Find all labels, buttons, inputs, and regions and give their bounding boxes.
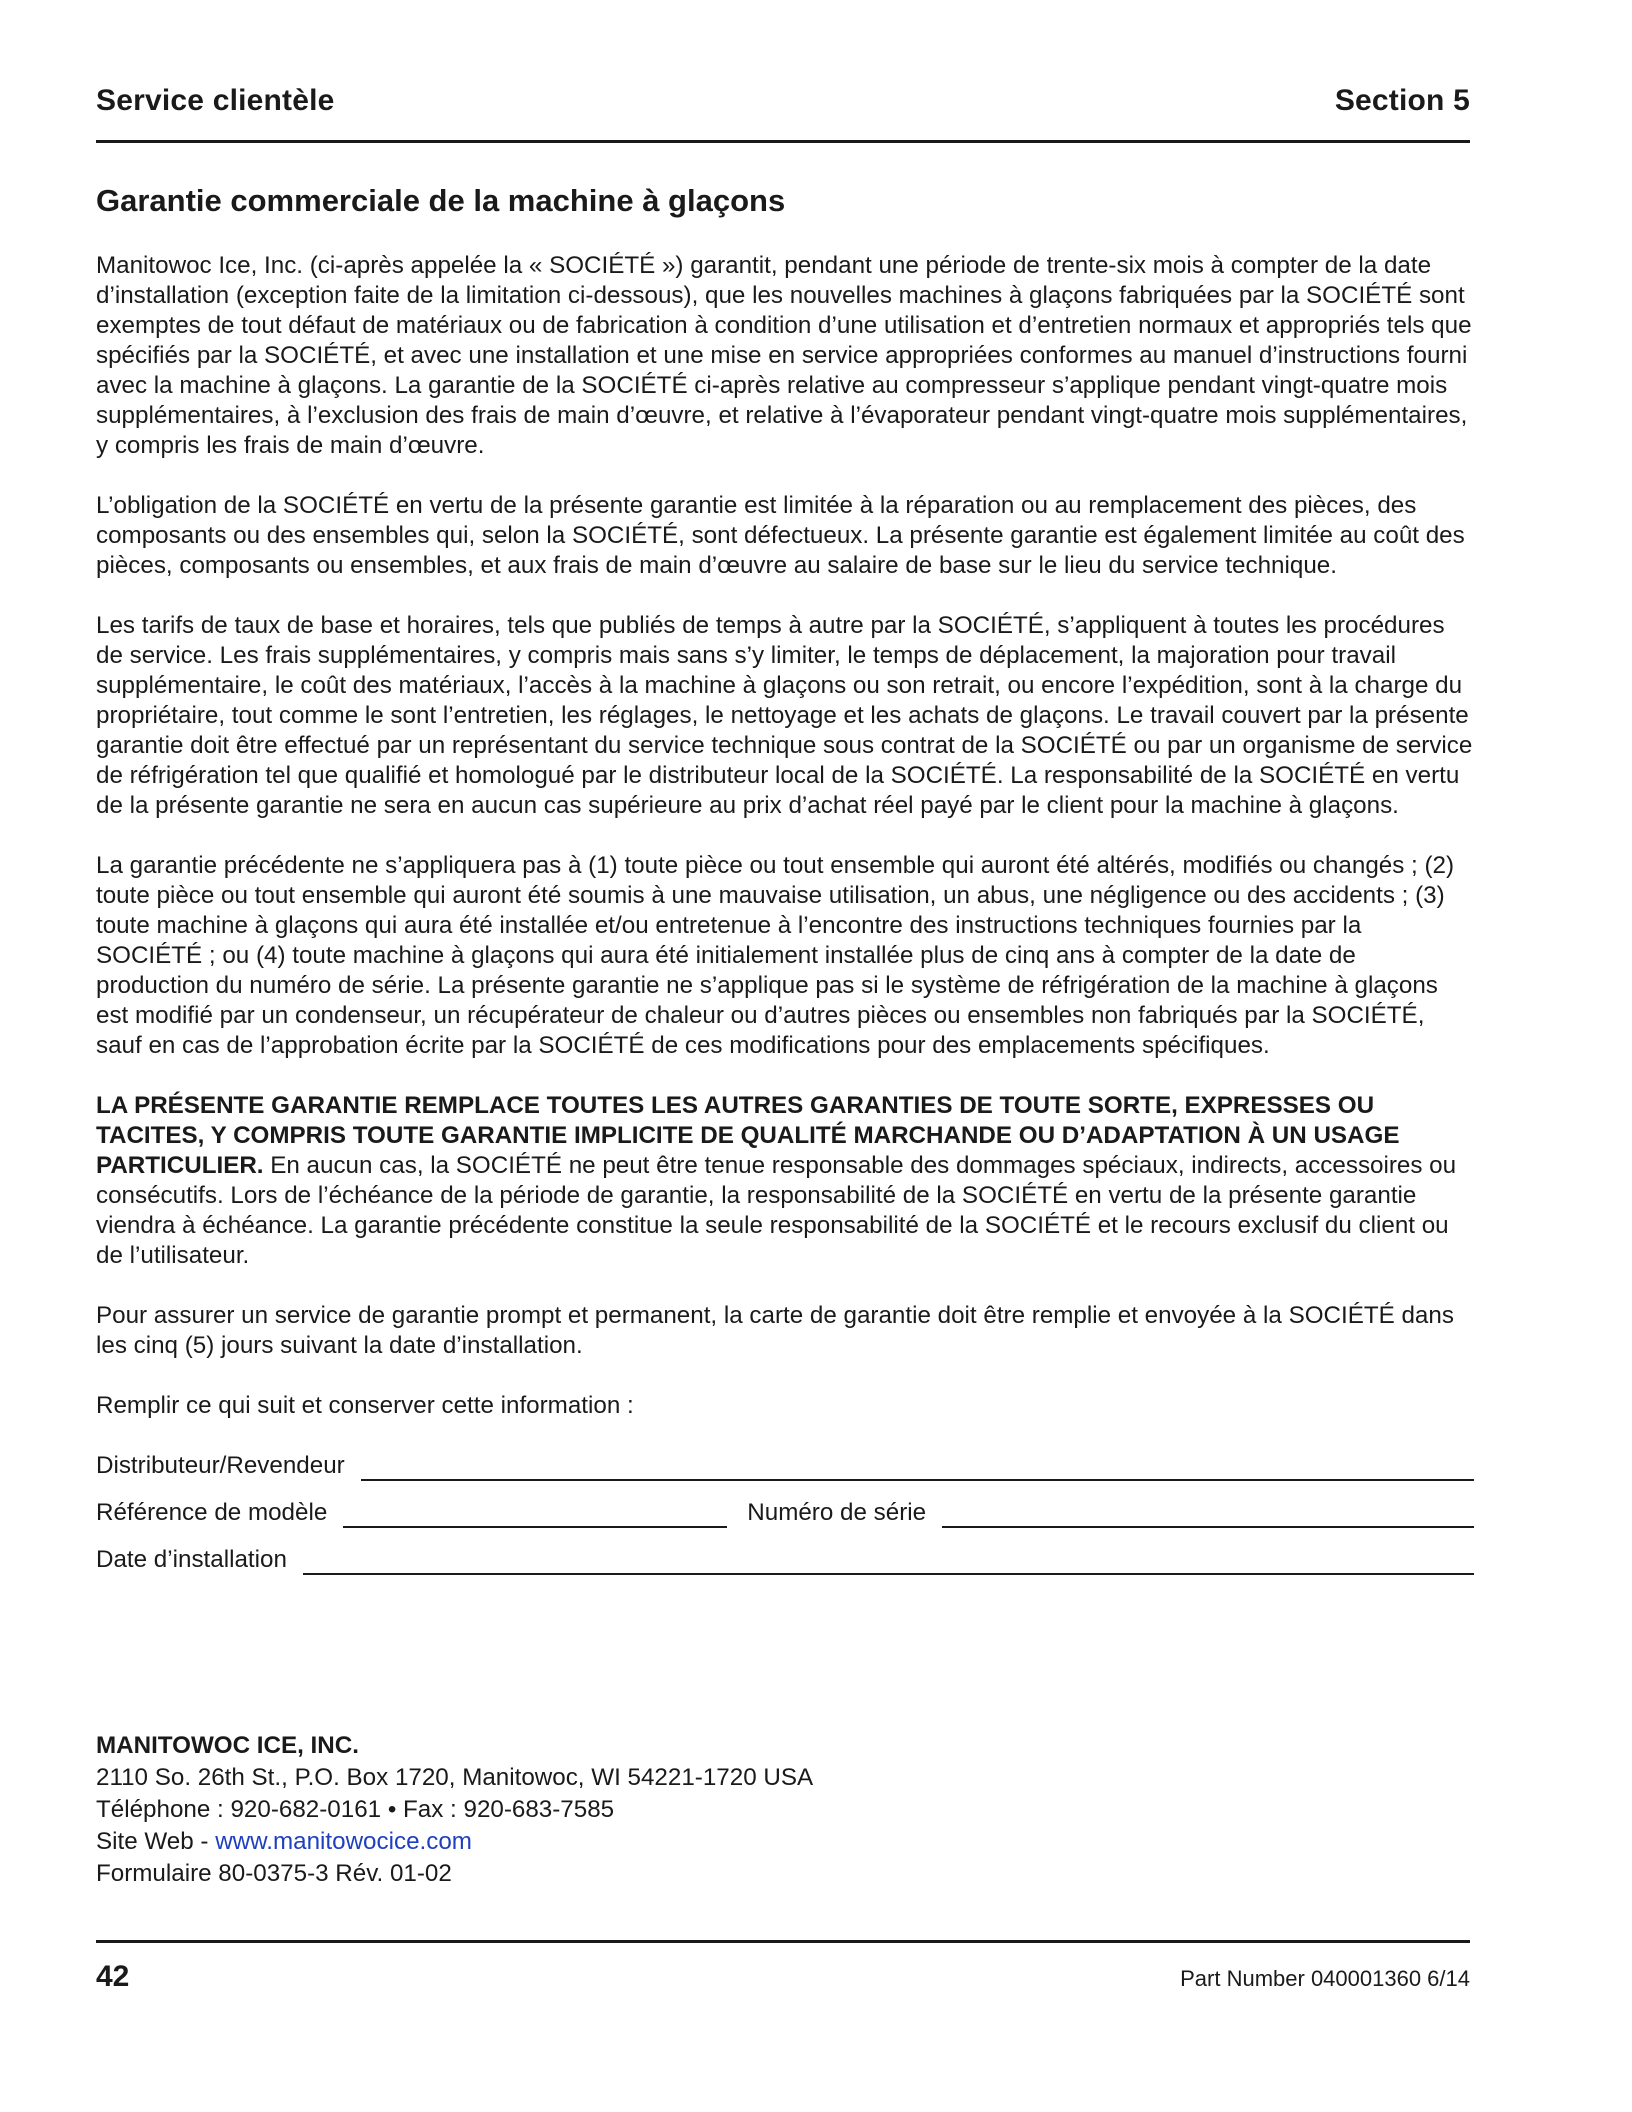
warranty-paragraph-3: Les tarifs de taux de base et horaires, tels que publiés de temps à autre par la SOCIÉTÉ, s’appliquent à toutes les procédures de service. Les frais supplémentaires, y compris mais sans s’y limiter, le temps de déplacement, la majoration pour travail supplémentaire, le coût des matériaux, l’accès à la machine à glaçons ou son retrait, ou encore l’expédition, sont à la charge du propriétaire, tout comme le sont l’entretien, les réglages, le nettoyage et les achats de glaçons. Le travail couvert par la présente garantie doit être effectué par un représentant du service technique sous contrat de la SOCIÉTÉ ou par un organisme de service de réfrigération tel que qualifié et homologué par le distributeur local de la SOCIÉTÉ. La responsabilité de la SOCIÉTÉ en vertu de la présente garantie ne sera en aucun cas supérieure au prix d’achat réel payé par le client pour la machine à glaçons. <box>96 612 1473 819</box>
distributor-row <box>96 1451 1474 1481</box>
distributor-label: Distributeur/Revendeur <box>96 1452 345 1479</box>
form-number: Formulaire 80-0375-3 Rév. 01-02 <box>96 1860 452 1887</box>
model-label: Référence de modèle <box>96 1499 328 1526</box>
serial-field[interactable] <box>942 1504 1474 1528</box>
company-name: MANITOWOC ICE, INC. <box>96 1732 359 1759</box>
header-divider <box>96 140 1470 143</box>
page-footer <box>96 1960 1470 1994</box>
company-info <box>96 1730 813 1890</box>
form-intro: Remplir ce qui suit et conserver cette information : <box>96 1392 634 1419</box>
website-link[interactable]: www.manitowocice.com <box>215 1828 472 1855</box>
warranty-paragraph-1: Manitowoc Ice, Inc. (ci-après appelée la « SOCIÉTÉ ») garantit, pendant une période de trente-six mois à compter de la date d’installation (exception faite de la limitation ci-dessous), que les nouvelles machines à glaçons fabriquées par la SOCIÉTÉ sont exemptes de tout défaut de matériaux ou de fabrication à condition d’une utilisation et d’entretien normaux et appropriés tels que spécifiés par la SOCIÉTÉ, et avec une installation et une mise en service appropriées conformes au manuel d’instructions fourni avec la machine à glaçons. La garantie de la SOCIÉTÉ ci-après relative au compresseur s’applique pendant vingt-quatre mois supplémentaires, à l’exclusion des frais de main d’œuvre, et relative à l’évaporateur pendant vingt-quatre mois supplémentaires, y compris les frais de main d’œuvre. <box>96 252 1472 459</box>
footer-divider <box>96 1940 1470 1943</box>
install-date-label: Date d’installation <box>96 1546 287 1573</box>
disclaimer-bold-text: LA PRÉSENTE GARANTIE REMPLACE TOUTES LES AUTRES GARANTIES DE TOUTE SORTE, EXPRESSES OU TACITES, Y COMPRIS TOUTE GARANTIE IMPLICITE DE QUALITÉ MARCHANDE OU D’ADAPTATION À UN USAGE PARTICULIER. <box>96 1092 1400 1179</box>
warranty-body <box>96 251 1474 1592</box>
company-address: 2110 So. 26th St., P.O. Box 1720, Manitowoc, WI 54221-1720 USA <box>96 1764 814 1791</box>
header-section-title: Service clientèle <box>96 84 335 117</box>
website-prefix: Site Web - <box>96 1828 216 1855</box>
install-date-row <box>96 1545 1474 1575</box>
company-phone: Téléphone : 920-682-0161 • Fax : 920-683-7585 <box>96 1796 615 1823</box>
part-number: Part Number 040001360 6/14 <box>1180 1966 1470 1991</box>
install-date-field[interactable] <box>303 1551 1474 1575</box>
page-title: Garantie commerciale de la machine à glaçons <box>96 183 786 218</box>
warranty-paragraph-4: La garantie précédente ne s’appliquera pas à (1) toute pièce ou tout ensemble qui auront été altérés, modifiés ou changés ; (2) toute pièce ou tout ensemble qui auront été soumis à une mauvaise utilisation, un abus, une négligence ou des accidents ; (3) toute machine à glaçons qui aura été installée et/ou entretenue à l’encontre des instructions techniques fournies par la SOCIÉTÉ ; ou (4) toute machine à glaçons qui aura été initialement installée plus de cinq ans à compter de la date de production du numéro de série. La présente garantie ne s’applique pas si le système de réfrigération de la machine à glaçons est modifié par un condenseur, un récupérateur de chaleur ou d’autres pièces ou ensembles non fabriqués par la SOCIÉTÉ, sauf en cas de l’approbation écrite par la SOCIÉTÉ de ces modifications pour des emplacements spécifiques. <box>96 852 1455 1059</box>
serial-label: Numéro de série <box>747 1499 927 1526</box>
model-field[interactable] <box>343 1504 727 1528</box>
service-note: Pour assurer un service de garantie prompt et permanent, la carte de garantie doit être remplie et envoyée à la SOCIÉTÉ dans les cinq (5) jours suivant la date d’installation. <box>96 1302 1454 1359</box>
model-serial-row <box>96 1498 1474 1528</box>
distributor-field[interactable] <box>361 1457 1474 1481</box>
page-header <box>96 84 1470 118</box>
header-section-number: Section 5 <box>1334 84 1470 117</box>
page-number: 42 <box>96 1960 130 1993</box>
disclaimer-text: En aucun cas, la SOCIÉTÉ ne peut être tenue responsable des dommages spéciaux, indirects, accessoires ou consécutifs. Lors de l’échéance de la période de garantie, la responsabilité de la SOCIÉTÉ en vertu de la présente garantie viendra à échéance. La garantie précédente constitue la seule responsabilité de la SOCIÉTÉ et le recours exclusif du client ou de l’utilisateur. <box>96 1152 1457 1269</box>
company-website <box>96 1826 813 1858</box>
warranty-disclaimer <box>96 1091 1474 1271</box>
warranty-paragraph-2: L’obligation de la SOCIÉTÉ en vertu de la présente garantie est limitée à la réparation ou au remplacement des pièces, des composants ou des ensembles qui, selon la SOCIÉTÉ, sont défectueux. La présente garantie est également limitée au coût des pièces, composants ou ensembles, et aux frais de main d’œuvre au salaire de base sur le lieu du service technique. <box>96 492 1465 579</box>
